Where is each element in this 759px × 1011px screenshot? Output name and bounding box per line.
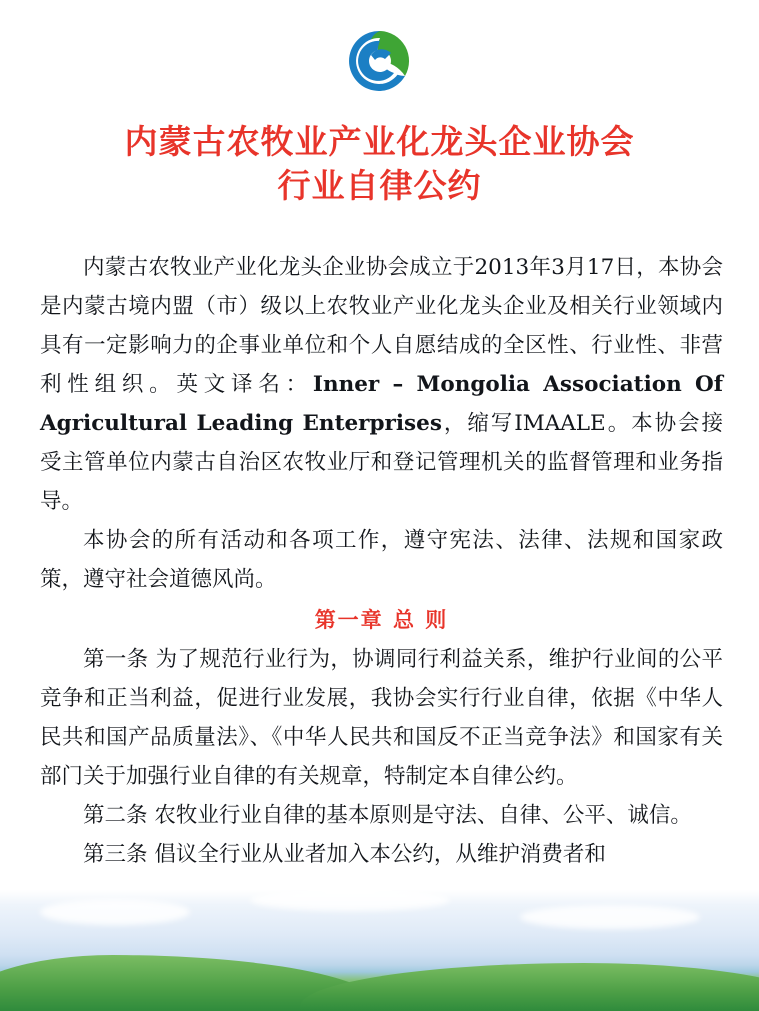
article-2: 第二条 农牧业行业自律的基本原则是守法、自律、公平、诚信。: [83, 803, 692, 828]
document-body: [40, 248, 723, 874]
document-title: [0, 120, 759, 207]
intro-1-part-a: 内蒙古农牧业产业化龙头企业协会成立于2013年3月17日，本协会是内蒙古境内盟（市）级以上农牧业产业化龙头企业及相关行业领域内具有一定影响力的企事业单位和个人自愿结成的全区性、行业性、非营利性组织。英文译名：: [40, 255, 723, 397]
intro-1-part-latin: Inner – Mongolia Association Of Agricultural Leading Enterprises: [40, 372, 723, 436]
logo-container: [0, 28, 759, 96]
article-1: 第一条 为了规范行业行为，协调同行利益关系，维护行业间的公平竞争和正当利益，促进行业发展，我协会实行行业自律，依据《中华人民共和国产品质量法》、《中华人民共和国反不正当竞争法》和国家有关部门关于加强行业自律的有关规章，特制定本自律公约。: [40, 647, 723, 789]
article-3: 第三条 倡议全行业从业者加入本公约，从维护消费者和: [83, 842, 606, 867]
paragraph-intro-2: 本协会的所有活动和各项工作，遵守宪法、法律、法规和国家政策，遵守社会道德风尚。: [40, 528, 723, 592]
title-line-2: 行业自律公约: [277, 165, 482, 205]
intro-1-part-b: ，缩写IMAALE。本协会接受主管单位内蒙古自治区农牧业厅和登记管理机关的监督管理和业务指导。: [40, 411, 723, 514]
swirl-leaf-logo-icon: [347, 28, 413, 94]
section-heading-chapter-1: 第一章 总 则: [314, 608, 449, 632]
paragraph-intro-1: [40, 248, 723, 521]
title-line-1: 内蒙古农牧业产业化龙头企业协会: [124, 122, 635, 161]
decorative-scenery: [0, 881, 759, 1011]
